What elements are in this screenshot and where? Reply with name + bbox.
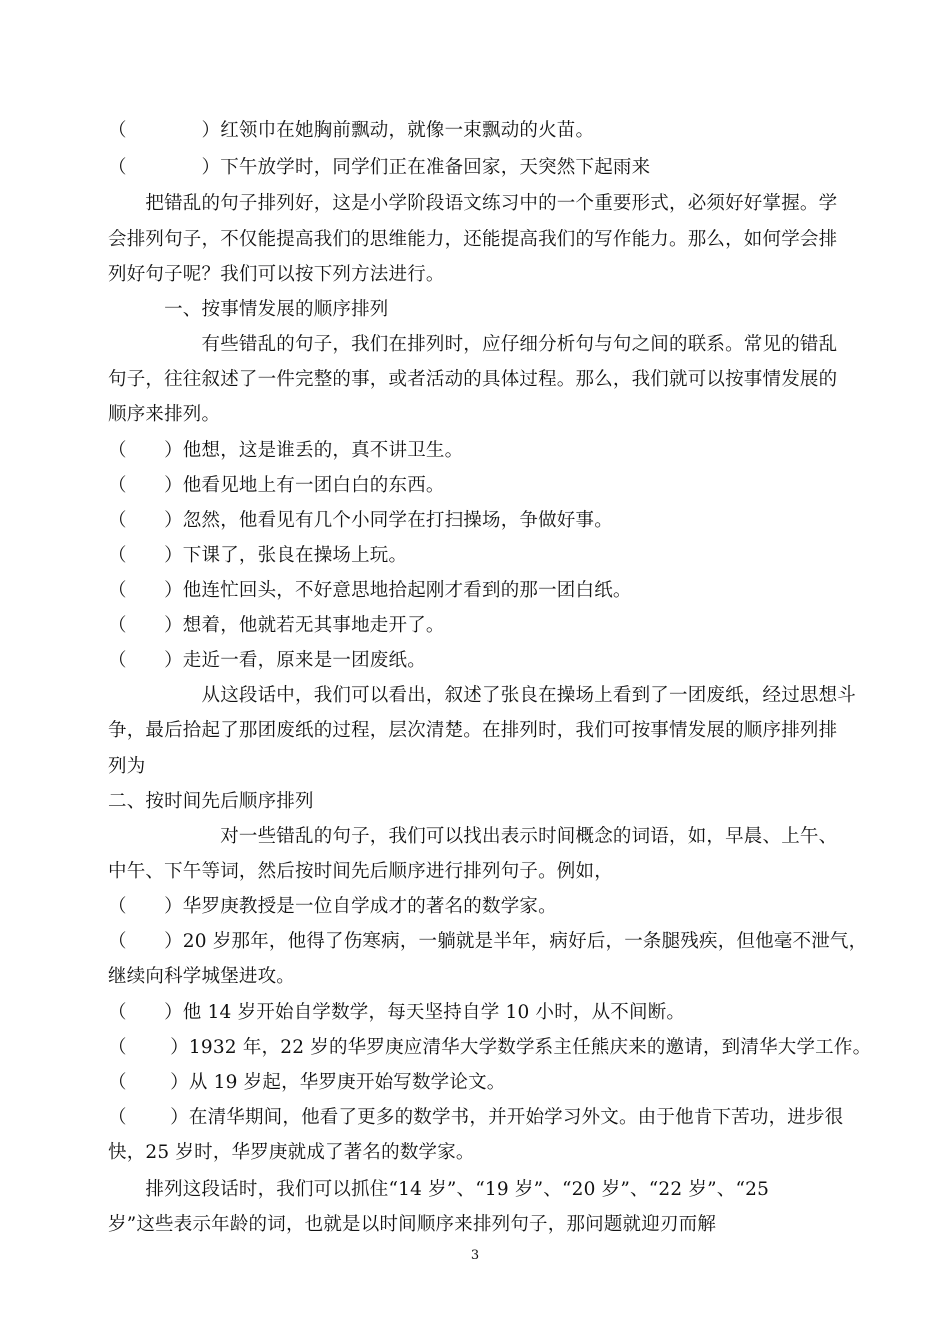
text-line: （ ）下课了，张良在操场上玩。 <box>108 545 408 566</box>
text-line: （ ）在清华期间，他看了更多的数学书，并开始学习外文。由于他肯下苦功，进步很 <box>108 1107 844 1128</box>
text-line: 排列这段话时，我们可以抓住“14 岁”、“19 岁”、“20 岁”、“22 岁”、“25 <box>108 1179 770 1200</box>
text-line: （ ）他想，这是谁丢的，真不讲卫生。 <box>108 440 464 461</box>
text-line: 从这段话中，我们可以看出，叙述了张良在操场上看到了一团废纸，经过思想斗 <box>108 685 857 706</box>
page-number: 3 <box>470 1248 480 1263</box>
text-line: 对一些错乱的句子，我们可以找出表示时间概念的词语，如，早晨、上午、 <box>108 826 838 847</box>
text-line: （ ）他 14 岁开始自学数学，每天坚持自学 10 小时，从不间断。 <box>108 1002 686 1023</box>
text-line: 列好句子呢？我们可以按下列方法进行。 <box>108 264 445 285</box>
text-line: 岁”这些表示年龄的词，也就是以时间顺序来排列句子，那问题就迎刃而解 <box>108 1214 717 1235</box>
text-line: 会排列句子，不仅能提高我们的思维能力，还能提高我们的写作能力。那么，如何学会排 <box>108 229 838 250</box>
section-heading: 一、按事情发展的顺序排列 <box>108 299 389 320</box>
text-line: （ ）想着，他就若无其事地走开了。 <box>108 615 445 636</box>
text-line: （ ）红领巾在她胸前飘动，就像一束飘动的火苗。 <box>108 120 595 141</box>
text-line: 争，最后拾起了那团废纸的过程，层次清楚。在排列时，我们可按事情发展的顺序排列排 <box>108 720 838 741</box>
text-line: （ ）下午放学时，同学们正在准备回家，天突然下起雨来 <box>108 157 651 178</box>
text-line: （ ）华罗庚教授是一位自学成才的著名的数学家。 <box>108 896 557 917</box>
text-line: （ ）从 19 岁起，华罗庚开始写数学论文。 <box>108 1072 506 1093</box>
text-line: 把错乱的句子排列好，这是小学阶段语文练习中的一个重要形式，必须好好掌握。学 <box>108 193 838 214</box>
text-line: 继续向科学城堡进攻。 <box>108 966 296 987</box>
text-line: 顺序来排列。 <box>108 404 221 425</box>
text-line: 快，25 岁时，华罗庚就成了著名的数学家。 <box>108 1142 475 1163</box>
text-line: 有些错乱的句子，我们在排列时，应仔细分析句与句之间的联系。常见的错乱 <box>108 334 838 355</box>
text-line: （ ）他连忙回头，不好意思地拾起刚才看到的那一团白纸。 <box>108 580 632 601</box>
text-line: 中午、下午等词，然后按时间先后顺序进行排列句子。例如， <box>108 861 613 882</box>
text-line: （ ）1932 年，22 岁的华罗庚应清华大学数学系主任熊庆来的邀请，到清华大学工作。 <box>108 1037 872 1058</box>
section-heading: 二、按时间先后顺序排列 <box>108 791 314 812</box>
text-line: （ ）20 岁那年，他得了伤寒病，一躺就是半年，病好后，一条腿残疾，但他毫不泄气， <box>108 931 868 952</box>
text-line: 列为 <box>108 756 146 777</box>
text-line: （ ）走近一看，原来是一团废纸。 <box>108 650 426 671</box>
text-line: （ ）忽然，他看见有几个小同学在打扫操场，争做好事。 <box>108 510 613 531</box>
text-line: 句子，往往叙述了一件完整的事，或者活动的具体过程。那么，我们就可以按事情发展的 <box>108 369 838 390</box>
text-line: （ ）他看见地上有一团白白的东西。 <box>108 475 445 496</box>
